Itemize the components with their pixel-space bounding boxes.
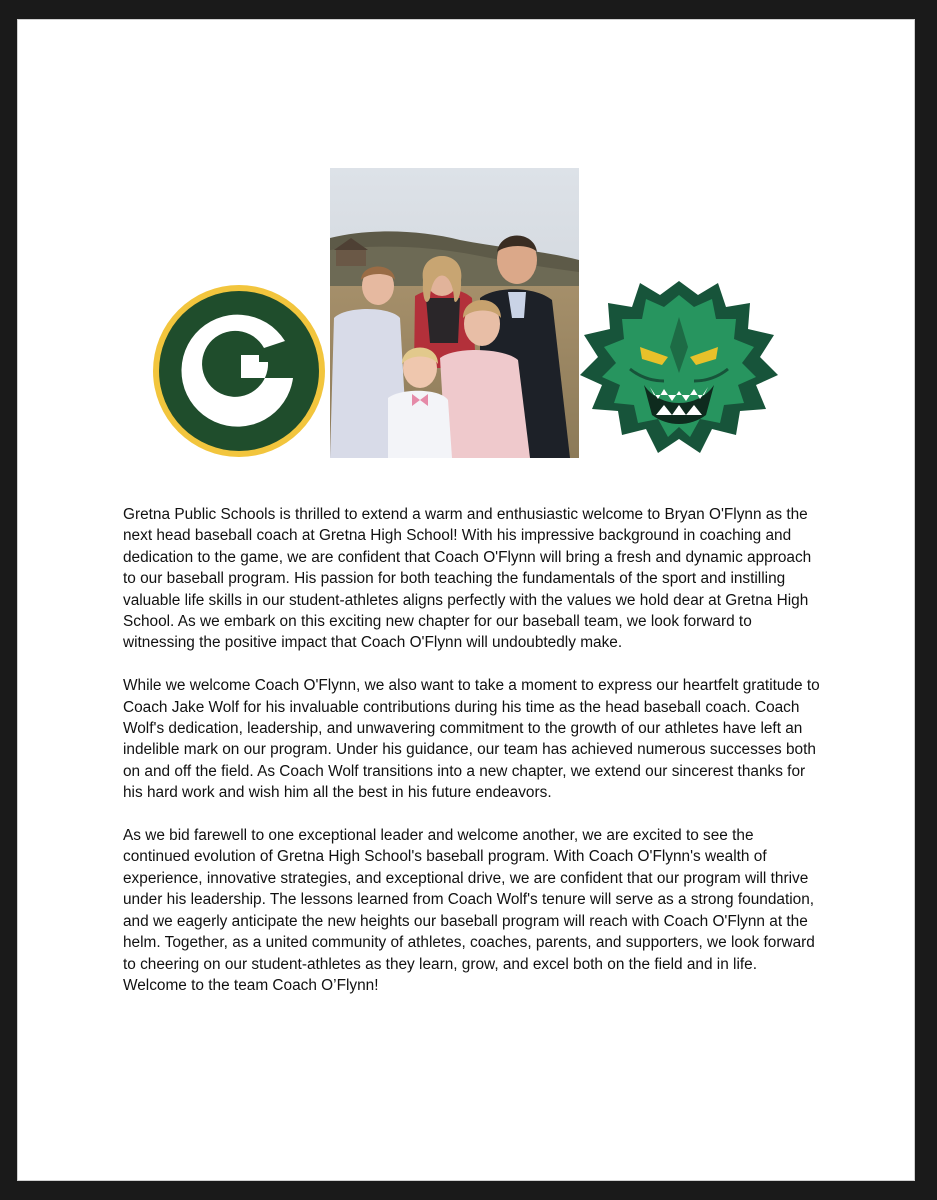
- paragraph-farewell: As we bid farewell to one exceptional leader and welcome another, we are excited to see the continued evolution of Gretna High School's baseball program. With Coach O'Flynn's wealth of experience, innovative strategies, and exceptional drive, we are confident that our program will thrive under his leadership. The lessons learned from Coach Wolf's tenure will serve as a strong foundation, and we eagerly anticipate the new heights our baseball program will reach with Coach O'Flynn at the helm. Together, as a united community of athletes, coaches, parents, and supporters, we look forward to cheering on our student-athletes as they learn, grow, and excel both on the field and in life. Welcome to the team Coach O’Flynn!: [123, 827, 815, 994]
- gretna-g-logo: [151, 283, 327, 459]
- paragraph-gratitude: While we welcome Coach O'Flynn, we also want to take a moment to express our heartfelt gratitude to Coach Jake Wolf for his invaluable contributions during his time as the head baseball coach. Coach Wolf's dedication, leadership, and unwavering commitment to the growth of our athletes have left an indelible mark on our program. Under his guidance, our team has achieved numerous successes both on and off the field. As Coach Wolf transitions into a new chapter, we extend our sincerest thanks for his hard work and wish him all the best in his future endeavors.: [123, 677, 820, 802]
- paragraph-welcome: Gretna Public Schools is thrilled to extend a warm and enthusiastic welcome to Bryan O'Flynn as the next head baseball coach at Gretna High School! With his impressive background in coaching and dedication to the game, we are confident that Coach O'Flynn will bring a fresh and dynamic approach to our baseball program. His passion for both teaching the fundamentals of the sport and instilling valuable life skills in our student-athletes aligns perfectly with the values we hold dear at Gretna High School. As we embark on this exciting new chapter for our baseball team, we look forward to witnessing the positive impact that Coach O'Flynn will undoubtedly make.: [123, 506, 812, 652]
- article-body: [123, 504, 823, 1018]
- dragon-mascot-logo: [580, 277, 778, 462]
- document-page: [18, 20, 914, 1180]
- family-photo: [330, 168, 579, 458]
